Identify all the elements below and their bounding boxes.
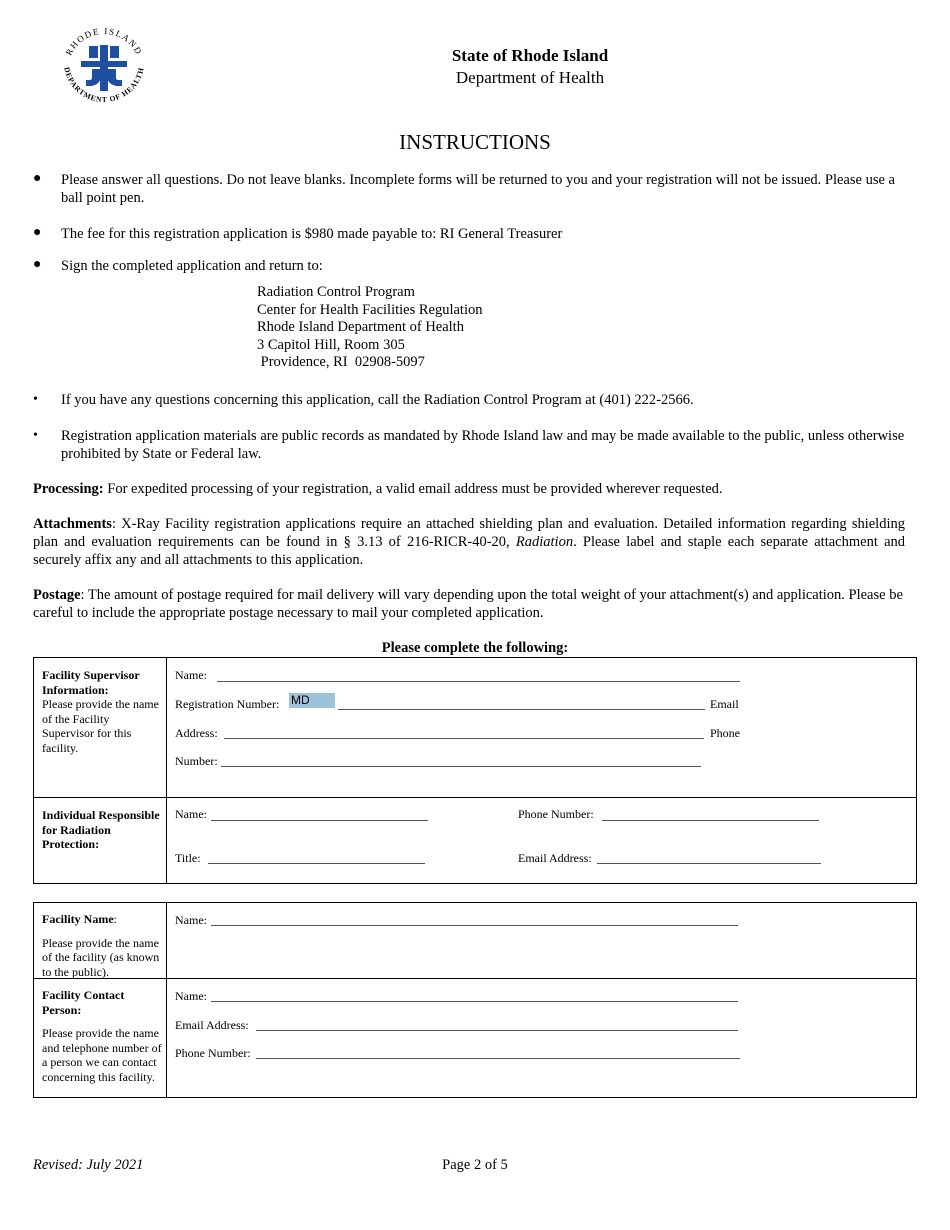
bullet-icon: ● xyxy=(33,225,42,240)
contact-name-label: Name: xyxy=(175,989,207,1003)
registration-number-label: Registration Number: xyxy=(175,697,280,711)
processing-text: For expedited processing of your registration, a valid email address must be provided wherever requested. xyxy=(103,481,723,497)
facility-name-desc: Please provide the name of the facility (as known to the public). xyxy=(42,935,160,979)
table-divider xyxy=(166,657,167,884)
facility-name-cell xyxy=(42,912,164,979)
supervisor-address-label: Address: xyxy=(175,726,218,740)
individual-name-label: Name: xyxy=(175,807,207,821)
facility-name-heading: Facility Name xyxy=(42,912,114,926)
page-title: INSTRUCTIONS xyxy=(399,130,551,154)
mailing-address xyxy=(257,284,483,372)
revision-date: Revised: July 2021 xyxy=(33,1157,144,1173)
instruction-sign-return: Sign the completed application and return to: xyxy=(61,258,323,274)
bullet-icon: ● xyxy=(33,257,42,272)
contact-person-heading: Facility Contact Person: xyxy=(42,988,125,1017)
postage-text: : The amount of postage required for mail delivery will vary depending upon the total weight of your attachment(s) and application. Please be careful to include the appropriate postage necessary to mail your completed application. xyxy=(33,587,903,621)
contact-email-field[interactable] xyxy=(256,1030,738,1031)
processing-note xyxy=(33,480,917,498)
address-line: Center for Health Facilities Regulation xyxy=(257,301,483,318)
table-divider xyxy=(33,978,917,979)
supervisor-info-cell xyxy=(42,668,162,755)
contact-person-cell xyxy=(42,988,164,1084)
instruction-questions: If you have any questions concerning this application, call the Radiation Control Program at (401) 222-2566. xyxy=(61,392,694,408)
instruction-public-records: Registration application materials are public records as mandated by Rhode Island law and may be made available to the public, unless otherwise prohibited by State or Federal law. xyxy=(61,428,905,462)
phone-label: Phone xyxy=(710,726,740,740)
bullet-icon: • xyxy=(33,428,38,443)
table-divider xyxy=(166,902,167,1098)
individual-title-field[interactable] xyxy=(208,863,425,864)
postage-note xyxy=(33,586,917,622)
postage-label: Postage xyxy=(33,587,81,603)
contact-person-desc: Please provide the name and telephone number of a person we can contact concerning this facility. xyxy=(42,1026,162,1084)
processing-label: Processing: xyxy=(33,481,104,497)
cross-emblem-icon xyxy=(81,45,127,91)
registration-number-line[interactable] xyxy=(338,709,705,710)
state-name: State of Rhode Island xyxy=(451,46,609,65)
facility-name-field[interactable] xyxy=(211,925,738,926)
supervisor-name-label: Name: xyxy=(175,668,207,682)
complete-heading: Please complete the following: xyxy=(381,640,569,656)
contact-name-field[interactable] xyxy=(211,1001,738,1002)
attachments-italic: Radiation xyxy=(515,534,574,550)
supervisor-number-field[interactable] xyxy=(221,766,701,767)
individual-email-label: Email Address: xyxy=(518,851,592,865)
individual-email-field[interactable] xyxy=(597,863,821,864)
instruction-answer-all: Please answer all questions. Do not leave blanks. Incomplete forms will be returned to you and your registration will not be issued. Please use a ball point pen. xyxy=(61,172,895,206)
individual-phone-field[interactable] xyxy=(602,820,819,821)
supervisor-number-label: Number: xyxy=(175,754,218,768)
registration-number-field[interactable]: MD xyxy=(289,693,335,708)
page-number: Page 2 of 5 xyxy=(442,1157,508,1173)
individual-heading: Individual Responsible for Radiation Protection: xyxy=(42,808,160,851)
bullet-icon: • xyxy=(33,392,38,407)
facility-name-heading-suffix: : xyxy=(113,912,117,926)
address-line: 3 Capitol Hill, Room 305 xyxy=(257,336,405,353)
attachments-text: : X-Ray Facility registration applications require an attached shielding plan and evaluation. Detailed information regarding shielding plan and evaluation requirements can be found in § 3.13 of 216-RICR-40-20, xyxy=(33,516,905,550)
supervisor-address-field[interactable] xyxy=(224,738,704,739)
attachments-label: Attachments xyxy=(33,516,112,532)
address-line: Radiation Control Program xyxy=(257,284,415,300)
instruction-fee: The fee for this registration application is $980 made payable to: RI General Treasurer xyxy=(61,226,563,242)
seal-text-top: RHODE ISLAND xyxy=(63,25,145,57)
individual-phone-label: Phone Number: xyxy=(518,807,594,821)
individual-title-label: Title: xyxy=(175,851,201,865)
bullet-icon: ● xyxy=(33,171,42,186)
ri-doh-seal-logo xyxy=(56,22,152,112)
seal-text-bottom: DEPARTMENT OF HEALTH xyxy=(62,66,146,105)
table-divider xyxy=(33,797,917,798)
supervisor-heading: Facility Supervisor Information: xyxy=(42,668,140,697)
contact-phone-field[interactable] xyxy=(256,1058,740,1059)
supervisor-name-field[interactable] xyxy=(217,681,740,682)
individual-name-field[interactable] xyxy=(211,820,428,821)
contact-phone-label: Phone Number: xyxy=(175,1046,251,1060)
attachments-note xyxy=(33,515,905,569)
department-name: Department of Health xyxy=(455,68,605,87)
address-line: Providence, RI 02908-5097 xyxy=(257,354,425,371)
contact-email-label: Email Address: xyxy=(175,1018,249,1032)
address-line: Rhode Island Department of Health xyxy=(257,319,464,336)
facility-name-label: Name: xyxy=(175,913,207,927)
email-label: Email xyxy=(710,697,739,711)
supervisor-desc: Please provide the name of the Facility Supervisor for this facility. xyxy=(42,697,159,755)
attachments-text-end: . Please label and staple each separate attachment and securely affix any and all attachments to this application. xyxy=(33,534,906,568)
